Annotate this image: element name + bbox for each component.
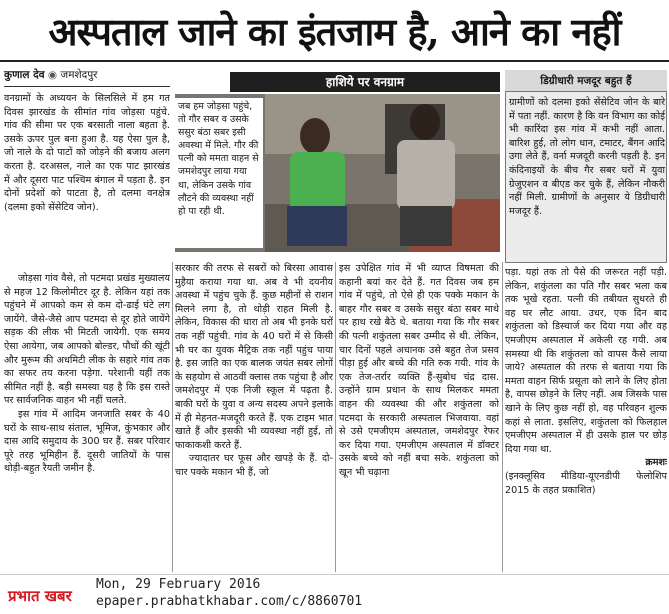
article-column-3 [339,262,499,572]
paragraph: ज्यादातर घर फूस और खपड़े के हैं. दो-चार पक्के मकान भी हैं, जो [175,453,333,478]
edition-date: Mon, 29 February 2016 [96,577,261,592]
edition-stamp [96,577,496,611]
svg-text:प्रभात खबर: प्रभात खबर [8,587,72,605]
column-divider [502,262,503,572]
newspaper-logo [6,582,92,608]
paragraph: वनग्रामों के अध्ययन के सिलसिले में हम गत दिवस झारखंड के सीमांत गांव जोड़सा पहुंचे. गांव की सीमा पर एक बरसाती नाला बहता है. उसके ऊपर पुल बना हुआ है. यह ऐसा पुल है, जो नाले के दो पाटों को जोड़ने की बजाय अलग करता है. दरअसल, नाले का एक पाट झारखंड में और दूसरा पाट पश्चिम बंगाल में पड़ता है. इन दोनों प्रदेशों को पाटता है, तो दलमा वनक्षेत्र (दलमा इको सेंसेटिव जोन). [4,93,170,213]
article-column-1 [4,272,170,572]
paragraph: पड़ा. यहां तक तो पैसे की जरूरत नहीं पड़ी. लेकिन, शकुंतला का पति गौर सबर भला कब तक भूखे रहता. पत्नी की तबीयत सुधरते ही वह घर लौट आया. उधर, एक दिन बाद शकुंतला को डिस्चार्ज कर दिया गया और वह एमजीएम अस्पताल में अकेली रह गयी. अब समस्या थी कि शकुंतला को वापस कैसे लाया जाये? अस्पताल की तरफ से बताया गया कि ममता वाहन सिर्फ प्रसूता को लाने के लिए होता है, वापस छोड़ने के लिए नहीं. अब जिसके पास खाने के लिए कुछ नहीं हो, वह परिवहन शुल्क कहां से लाता. इसलिए, शकुंतला को फिलहाल एमजीएम अस्पताल में ही उसके हाल पर छोड़ दिया गया था. [505,267,667,455]
article-column-1-top [4,92,170,267]
sidebar-text: ग्रामीणों को दलमा इको सेंसेटिव जोन के बारे में पता नहीं. कारण है कि वन विभाग का कोई भी कारिंदा इस गांव में कभी नहीं आता. बारिश हुई, तो लोग धान, टमाटर, बैंगन आदि उगा लेते हैं, वर्ना मजदूरी करनी पड़ती है. इन कंदिनाइयों के बीच गैर सबर घरों में युवा ग्रेजुएशन व बीएड कर चुके हैं, लेकिन नौकरी नहीं मिली. ग्रामीणों के अनुसार ये डिग्रीधारी मजदूर हैं. [509,97,665,217]
logo-mark [6,582,92,608]
paragraph: इस उपेक्षित गांव में भी व्याप्त विषमता की कहानी बयां कर देते हैं. गत दिवस जब हम गांव में पहुंचे, तो ऐसे ही एक पक्के मकान के बाहर गौर सबर व उसके ससुर बंठा सबर माथे पर हाथ रखे बैठे थे. बताया गया कि गौर सबर की पत्नी शकुंतला सबर उम्मीद से थी. लेकिन, चार दिनों पहले अचानक उसे बहुत तेज प्रसव पीड़ा हुई और बच्चे की गति रुक गयी. गांव के एक तेज-तर्रार व्यक्ति हैं-सुबोध चंद्र दास. उन्होंने ग्राम प्रधान के साथ मिलकर ममता वाहन की व्यवस्था की और शकुंतला को पटमदा के सरकारी अस्पताल भिजवाया. वहां से उसे एमजीएम अस्पताल, जमशेदपुर रेफर कर दिया गया. एमजीएम अस्पताल में डॉक्टर उसके बच्चे को नहीं बचा सके. शकुंतला को खून भी चढ़ाना [339,263,499,478]
paragraph: जोड़सा गांव वैसे, तो पटमदा प्रखंड मुख्यालय से महज 12 किलोमीटर दूर है. लेकिन यहां तक पहुंचने में आपको कम से कम दो-ढाई घंटे लग जायेंगे. जैसे-जैसे आप पटमदा से दूर होते जायेंगे सड़क की लीक भी मिटती जायेगी. एक समय ऐसा आयेगा, जब आपको बोल्डर, पौधों की खूंटी और मुरूम की अधमिटी लीक के सहारे गांव तक का सफर तय करना पड़ेगा. परेशानी यहीं तक सीमित नहीं है. बड़ी समस्या यह है कि इस रास्ते पर सार्वजनिक वाहन भी नहीं चलते. [4,273,170,407]
sidebar-title: डिग्रीधारी मजदूर बहुत हैं [505,70,667,92]
column-divider [335,262,336,572]
article-column-4 [505,266,667,572]
byline-place: जमशेदपुर [60,69,98,81]
publication-credit: (इनक्लूसिव मीडिया-यूएनडीपी फेलोशिप 2015 के तहत प्रकाशित) [505,470,667,496]
continued-marker: क्रमशः [645,457,667,469]
byline-rule [4,86,170,87]
paragraph: सरकार की तरफ से सबरों को बिरसा आवास मुहैया कराया गया था. अब वे भी दयनीय अवस्था में पहुंच चुके हैं. कुछ महीनों से राशन मिलने लगा है, तो थोड़ी राहत मिली है. लेकिन, विकास की धारा तो अब भी इनके घरों तक नहीं पहुंची. गांव के 40 घरों में से किसी भी घर का युवक मैट्रिक तक नहीं पहुंच पाया है. इस जाति का एक बालक जयंत सबर लोगों के सहयोग से आठवीं क्लास तक पहुंचा है और जमशेदपुर में एक निजी स्कूल में पढ़ता है. बाकी घरों के युवा व अन्य सदस्य अपने इलाके में ही मेहनत-मजदूरी करते हैं. एक टाइम भात खाते हैं और इसकी भी व्यवस्था नहीं हुई, तो फाकाकशी करते हैं. [175,263,333,451]
byline-author: कुणाल देव [4,69,45,81]
headline: अस्पताल जाने का इंतजाम है, आने का नहीं [48,9,621,54]
paragraph: इस गांव में आदिम जनजाति सबर के 40 घरों के साथ-साथ संताल, भूमिज, कुंभकार और दास आदि समुदाय के 300 घर हैं. सबर परिवार पूरे तरह भूमिहीन हैं. दूसरी जातियों के पास थोड़ी-बहुत रैयती जमीन है. [4,408,170,475]
edition-url[interactable]: epaper.prabhatkhabar.com/c/8860701 [96,593,363,609]
headline-rule [0,60,669,62]
photo-caption: जब हम जोड़सा पहुंचे, तो गौर सबर व उसके ससुर बंठा सबर इसी अवस्था में मिले. गौर की पत्नी को ममता वाहन से जमशेदपुर लाया गया था, लेकिन उसके गांव लौटने की व्यवस्था नहीं हो पा रही थी. [175,98,263,248]
column-divider [172,262,173,572]
article-column-2 [175,262,333,572]
location-pin-icon: ◉ [47,69,61,81]
byline [4,66,174,84]
section-banner: हाशिये पर वनग्राम [230,72,500,92]
